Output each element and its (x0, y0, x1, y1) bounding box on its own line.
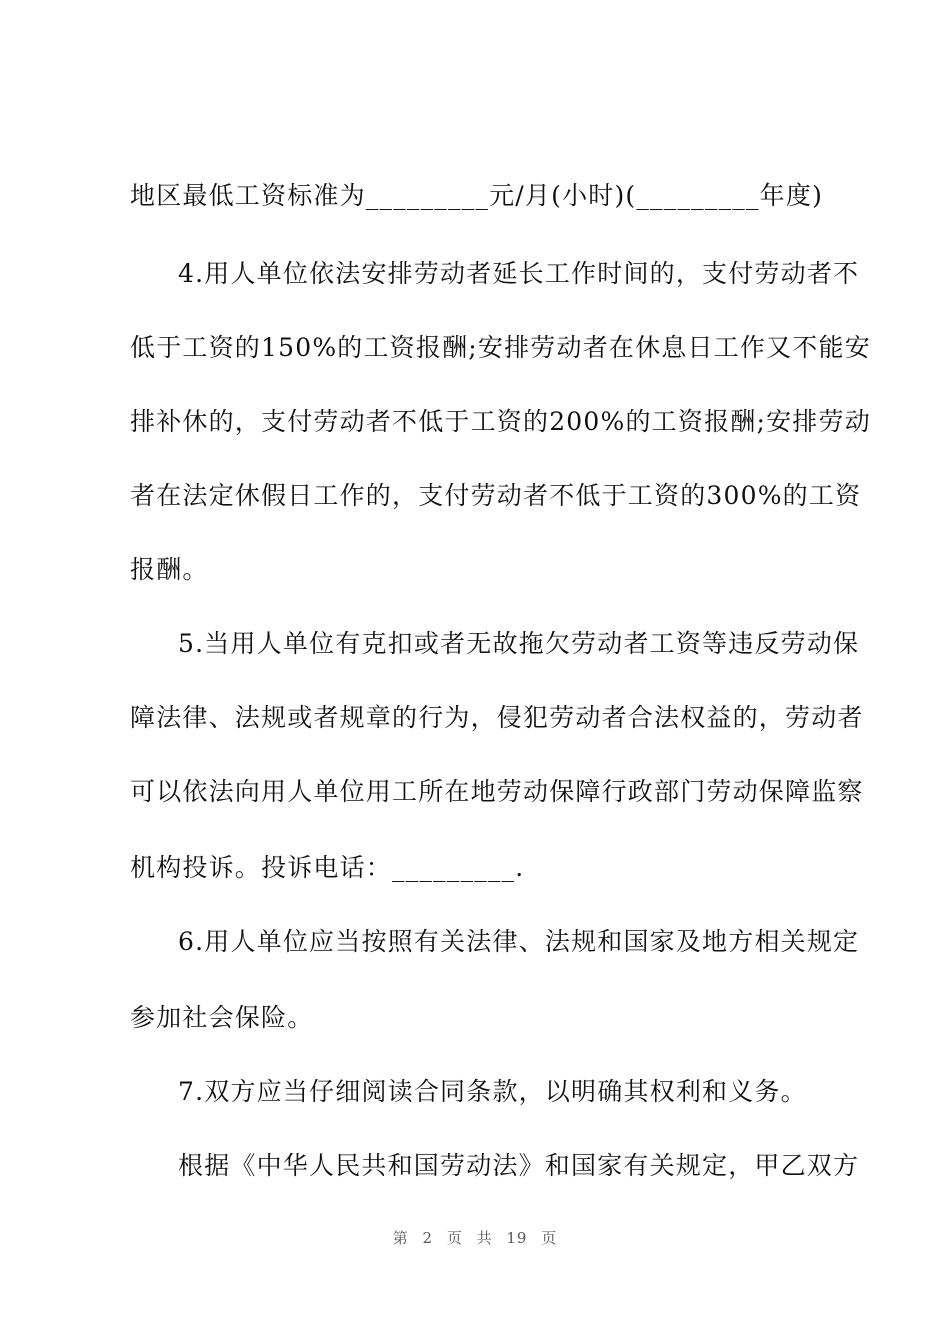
clause-4-line-2: 低于工资的150%的工资报酬;安排劳动者在休息日工作又不能安 (130, 333, 871, 362)
closing-paragraph-line-1: 根据《中华人民共和国劳动法》和国家有关规定，甲乙双方 (178, 1151, 860, 1180)
clause-6-line-1: 6.用人单位应当按照有关法律、法规和国家及地方相关规定 (178, 927, 860, 956)
clause-5-line-1: 5.当用人单位有克扣或者无故拖欠劳动者工资等违反劳动保 (178, 629, 860, 658)
clause-4-line-5: 报酬。 (130, 555, 209, 584)
page-number-footer: 第 2 页 共 19 页 (392, 1229, 558, 1247)
clause-4-line-4: 者在法定休假日工作的，支付劳动者不低于工资的300%的工资 (130, 481, 862, 510)
clause-7-line-1: 7.双方应当仔细阅读合同条款，以明确其权利和义务。 (178, 1077, 807, 1106)
clause-4-line-3: 排补休的，支付劳动者不低于工资的200%的工资报酬;安排劳动 (130, 407, 871, 436)
clause-5-line-2: 障法律、法规或者规章的行为，侵犯劳动者合法权益的，劳动者 (130, 703, 864, 732)
clause-4-line-1: 4.用人单位依法安排劳动者延长工作时间的，支付劳动者不 (178, 259, 860, 288)
clause-5-line-4: 机构投诉。投诉电话：_________. (130, 853, 525, 882)
clause-6-line-2: 参加社会保险。 (130, 1003, 314, 1032)
text-line-1: 地区最低工资标准为_________元/月(小时)(_________年度) (130, 181, 824, 210)
clause-5-line-3: 可以依法向用人单位用工所在地劳动保障行政部门劳动保障监察 (130, 777, 864, 806)
